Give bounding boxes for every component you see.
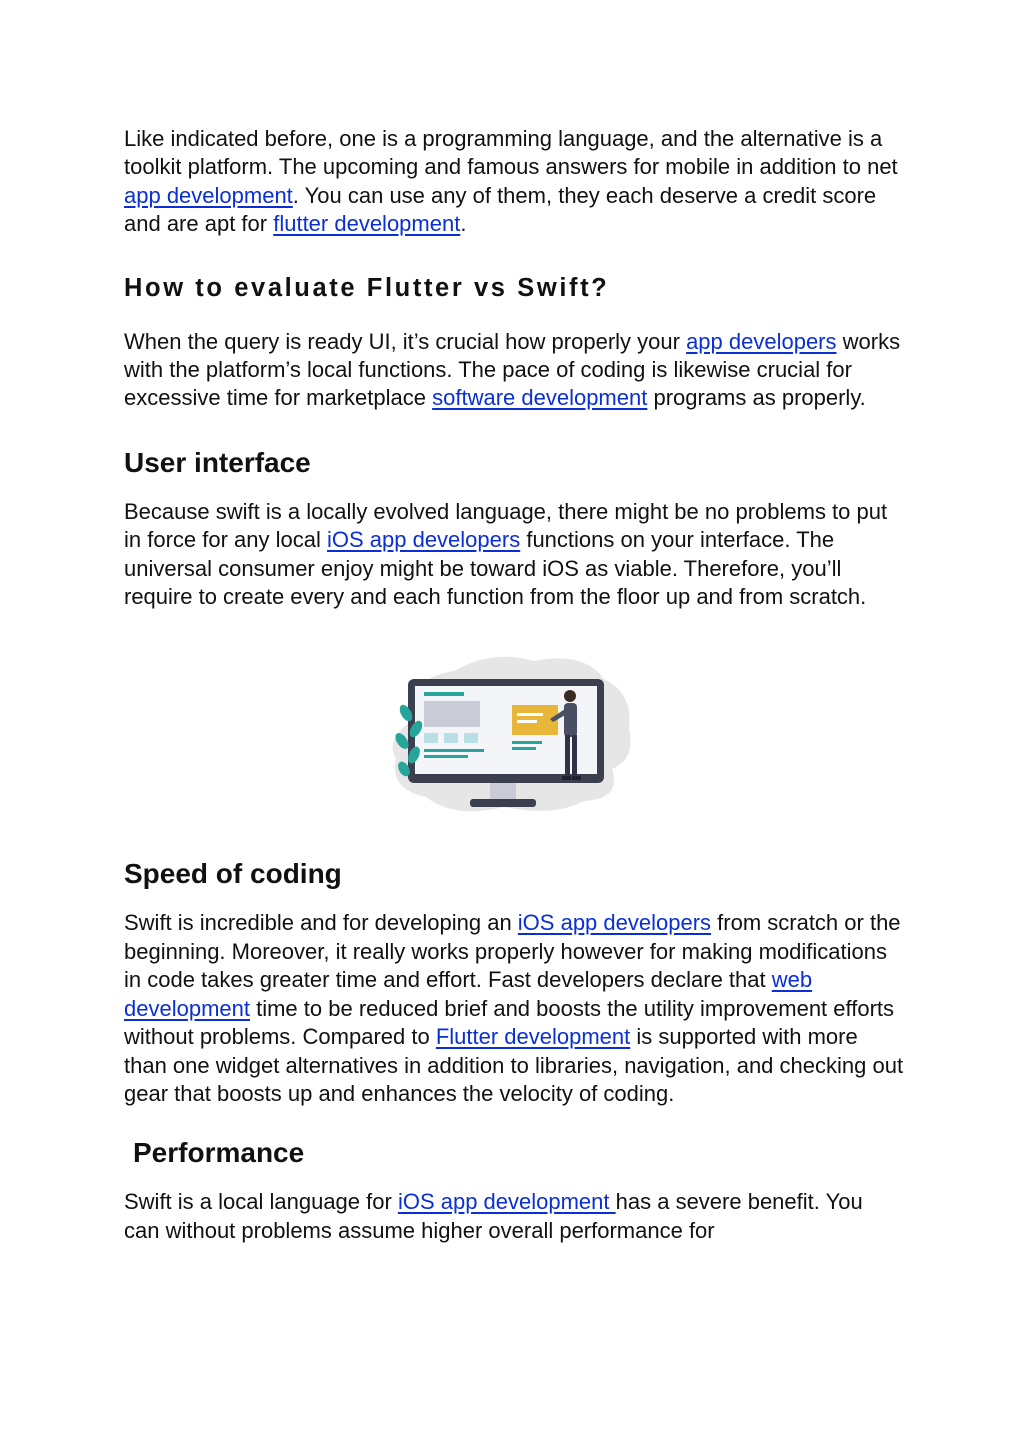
document-page — [124, 125, 904, 1245]
text-run: . — [460, 211, 467, 237]
text-run: Swift is incredible and for developing an — [124, 910, 518, 936]
monitor-neck — [490, 781, 516, 801]
app-development-link[interactable]: app development — [124, 182, 293, 208]
user-interface-paragraph — [124, 498, 904, 612]
screen-header-line — [424, 692, 464, 696]
text-run: has a severe benefit. You can without problems assume higher overall performance for — [124, 1189, 863, 1243]
text-run: from scratch or the beginning. Moreover, it really works properly however for making modifications in code takes greater time and effort. Fast developers declare that — [124, 910, 901, 993]
screen-panel — [424, 701, 480, 727]
monitor-base — [470, 799, 536, 807]
text-run: is supported with more than one widget alternatives in addition to libraries, navigation, and checking out gear that boosts up and enhances the velocity of coding. — [124, 1024, 904, 1106]
text-run: time to be reduced brief and boosts the utility improvement efforts without problems. Compared to — [124, 995, 895, 1050]
text-run: Like indicated before, one is a programming language, and the alternative is a toolkit platform. The upcoming and famous answers for mobile in addition to net — [124, 126, 898, 180]
speed-paragraph — [124, 909, 904, 1108]
performance-paragraph — [124, 1188, 904, 1245]
screen-text-line — [424, 749, 484, 752]
software-development-link[interactable]: software development — [432, 385, 648, 411]
flutter-development-link[interactable]: Flutter development — [435, 1024, 631, 1050]
ios-app-developers-link[interactable]: iOS app developers — [517, 910, 712, 936]
text-run: Because swift is a locally evolved language, there might be no problems to put in force for any local — [124, 498, 888, 553]
flutter-development-link[interactable]: flutter development — [273, 211, 461, 237]
ios-app-developers-link[interactable]: iOS app developers — [326, 527, 521, 553]
screen-tile — [464, 733, 478, 743]
text-run: When the query is ready UI, it’s crucial how properly your — [124, 328, 687, 354]
card-line — [517, 720, 537, 723]
heading-performance: Performance — [133, 1137, 305, 1169]
screen-tile — [444, 733, 458, 743]
ios-app-development-link[interactable]: iOS app development — [397, 1189, 616, 1215]
text-run: works with the platform’s local functions. The pace of coding is likewise crucial for excessive time for marketplace — [124, 328, 901, 411]
app-developers-link[interactable]: app developers — [686, 328, 837, 354]
card-line — [517, 713, 543, 716]
heading-user-interface: User interface — [124, 446, 311, 478]
text-run: Swift is a local language for — [124, 1189, 398, 1215]
screen-text-line — [512, 741, 542, 744]
web-development-link[interactable]: web development — [124, 967, 813, 1021]
screen-text-line — [424, 755, 468, 758]
screen-text-line — [512, 747, 536, 750]
screen-tile — [424, 733, 438, 743]
illustration-svg — [384, 649, 634, 831]
developer-monitor-illustration-icon — [384, 649, 634, 831]
text-run: functions on your interface. The universal consumer enjoy might be toward iOS as viable. Therefore, you’ll require to create every and each function from the floor up and from scratch. — [124, 527, 867, 610]
text-run: . You can use any of them, they each deserve a credit score and are apt for — [124, 182, 877, 237]
heading-speed-of-coding: Speed of coding — [124, 858, 342, 890]
intro-paragraph — [124, 125, 904, 239]
text-run: programs as properly. — [647, 385, 866, 411]
evaluate-paragraph — [124, 328, 904, 413]
heading-evaluate: How to evaluate Flutter vs Swift? — [124, 273, 610, 302]
